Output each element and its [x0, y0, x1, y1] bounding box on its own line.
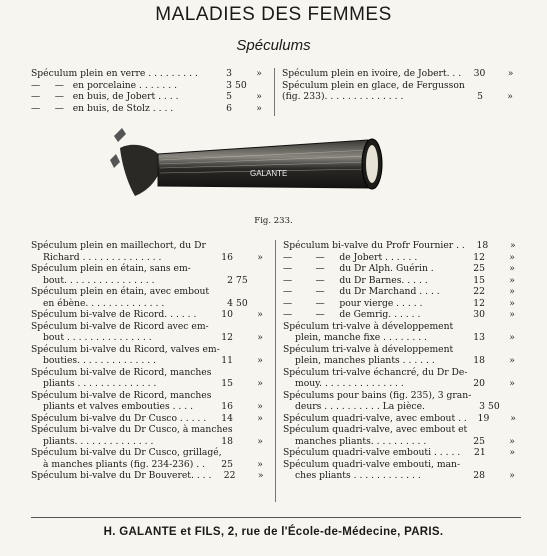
- price-suffix: »: [509, 378, 515, 389]
- price-francs: 13: [473, 332, 485, 343]
- price-suffix: »: [256, 102, 262, 114]
- item-label: plein, manches pliants . . . . . .: [295, 355, 435, 366]
- item-label: Spéculum bi-valve du Dr Bouveret. . . .: [31, 470, 212, 481]
- price-row: [31, 240, 268, 252]
- item-label: Spéculum quadri-valve, avec embout . .: [283, 412, 467, 424]
- price-suffix: »: [257, 401, 263, 412]
- price-row: [31, 424, 268, 436]
- price-francs: 28: [473, 470, 485, 481]
- price-francs: 14: [221, 412, 233, 424]
- footer-address: H. GALANTE et FILS, 2, rue de l'École-de-Médecine, PARIS.: [103, 526, 444, 538]
- price-row: [283, 252, 520, 264]
- price-row: [283, 447, 520, 459]
- price-row: [282, 68, 518, 80]
- price-row: [283, 275, 520, 287]
- price-francs: 18: [473, 355, 485, 366]
- price-francs: 3: [479, 401, 485, 412]
- price-row: [31, 91, 267, 103]
- price-centimes: 75: [236, 274, 248, 286]
- price-francs: 30: [473, 68, 486, 79]
- item-label: (fig. 233). . . . . . . . . . . . . .: [282, 91, 404, 102]
- price-row: [283, 390, 520, 402]
- price-suffix: »: [509, 274, 515, 286]
- price-row: [283, 470, 520, 482]
- item-label: Spéculum bi-valve du Dr Cusco, à manches: [31, 424, 233, 435]
- price-row: [31, 344, 268, 356]
- price-row: [31, 436, 268, 448]
- page-title: MALADIES DES FEMMES: [155, 4, 392, 25]
- item-label: Spéculum quadri-valve embouti . . . . .: [283, 447, 461, 458]
- item-label: pliants et valves embouties . . . .: [43, 401, 194, 412]
- item-label: deurs . . . . . . . . . . La pièce.: [295, 401, 425, 412]
- item-label: — — du Dr Barnes. . . . .: [283, 274, 428, 286]
- price-francs: 10: [221, 309, 233, 320]
- item-label: — — du Dr Alph. Guérin .: [283, 263, 434, 274]
- item-label: Spéculum quadri-valve, avec embout et: [283, 424, 468, 435]
- price-row: [283, 436, 520, 448]
- item-label: — — du Dr Marchand . . . .: [283, 286, 440, 297]
- price-francs: 5: [477, 91, 483, 102]
- left-price-list: [31, 240, 268, 482]
- item-label: Spéculum bi-valve du Ricord, valves em-: [31, 343, 220, 355]
- price-francs: 15: [221, 378, 233, 389]
- price-suffix: »: [257, 355, 263, 366]
- item-label: Spéculum plein en verre . . . . . . . . .: [31, 68, 198, 79]
- price-francs: 12: [221, 332, 233, 343]
- price-row: [31, 459, 268, 471]
- price-row: [31, 378, 268, 390]
- item-label: en ébène. . . . . . . . . . . . . .: [43, 297, 165, 309]
- item-label: — — en buis, de Jobert . . . .: [31, 91, 179, 102]
- price-suffix: »: [509, 332, 515, 343]
- price-row: [31, 263, 268, 275]
- price-francs: 25: [473, 435, 485, 447]
- price-francs: 16: [221, 401, 233, 412]
- price-suffix: »: [257, 332, 263, 343]
- price-centimes: 50: [236, 297, 248, 309]
- item-label: Spéculum bi-valve de Ricord. . . . . .: [31, 309, 197, 320]
- price-row: [31, 390, 268, 402]
- speculum-illustration: [100, 118, 400, 213]
- price-row: [283, 367, 520, 379]
- price-suffix: »: [509, 297, 515, 309]
- price-row: [283, 263, 520, 275]
- price-francs: 5: [226, 91, 232, 102]
- figure-caption: Fig. 233.: [254, 216, 293, 226]
- price-francs: 4: [227, 297, 233, 309]
- item-label: Richard . . . . . . . . . . . . . .: [43, 251, 162, 263]
- price-francs: 18: [221, 435, 233, 447]
- price-francs: 25: [473, 263, 485, 274]
- price-francs: 15: [473, 274, 485, 286]
- top-left-price-list: [31, 68, 267, 114]
- column-divider: [274, 68, 275, 116]
- item-label: ches pliants . . . . . . . . . . . .: [295, 470, 421, 481]
- price-suffix: »: [509, 355, 515, 366]
- price-row: [283, 424, 520, 436]
- price-row: [31, 252, 268, 264]
- price-row: [31, 321, 268, 333]
- item-label: mouy. . . . . . . . . . . . . . .: [295, 378, 404, 389]
- price-row: [283, 240, 520, 252]
- price-row: [283, 401, 520, 413]
- item-label: Spéculum tri-valve à développement: [283, 343, 454, 355]
- price-francs: 18: [476, 240, 489, 251]
- item-label: Spéculum plein en ivoire, de Jobert. . .: [282, 68, 462, 79]
- price-row: [283, 355, 520, 367]
- price-francs: 3: [226, 79, 232, 91]
- engraved-brand: GALANTE: [250, 169, 288, 178]
- price-francs: 2: [227, 274, 233, 286]
- item-label: — — de Jobert . . . . . .: [283, 251, 418, 263]
- item-label: Spéculum bi-valve du Dr Cusco . . . . .: [31, 412, 207, 424]
- price-row: [31, 275, 268, 287]
- footer-rule: [31, 517, 521, 518]
- right-price-list: [283, 240, 520, 482]
- price-row: [31, 80, 267, 92]
- price-suffix: »: [509, 263, 515, 274]
- item-label: — — en buis, de Stolz . . . .: [31, 102, 174, 114]
- price-suffix: »: [507, 91, 513, 102]
- item-label: Spéculum plein en maillechort, du Dr: [31, 240, 206, 251]
- price-row: [31, 367, 268, 379]
- item-label: Spéculum bi-valve de Ricord avec em-: [31, 320, 209, 332]
- price-francs: 22: [473, 286, 485, 297]
- item-label: Spéculum bi-valve de Ricord, manches: [31, 389, 212, 401]
- item-label: bout . . . . . . . . . . . . . . .: [43, 332, 152, 343]
- price-row: [31, 332, 268, 344]
- price-francs: 3: [226, 68, 232, 79]
- price-suffix: »: [509, 447, 515, 458]
- price-francs: 21: [473, 447, 486, 458]
- price-francs: 30: [473, 309, 485, 320]
- price-suffix: »: [510, 240, 516, 251]
- price-row: [31, 286, 268, 298]
- price-francs: 22: [223, 470, 236, 481]
- price-suffix: »: [509, 309, 515, 320]
- price-row: [282, 91, 518, 103]
- price-row: [31, 103, 267, 115]
- price-row: [283, 413, 520, 425]
- price-suffix: »: [509, 286, 515, 297]
- price-suffix: »: [257, 309, 263, 320]
- price-francs: 12: [473, 251, 485, 263]
- item-label: Spéculum plein en étain, avec embout: [31, 286, 210, 297]
- item-label: manches pliants. . . . . . . . . .: [295, 435, 427, 447]
- item-label: Spéculum tri-valve à développement: [283, 320, 454, 332]
- section-subtitle: Spéculums: [236, 37, 311, 54]
- price-francs: 16: [221, 251, 233, 263]
- price-row: [283, 321, 520, 333]
- item-label: — — en porcelaine . . . . . . .: [31, 79, 177, 91]
- price-row: [283, 309, 520, 321]
- price-suffix: »: [257, 251, 263, 263]
- price-suffix: »: [509, 470, 515, 481]
- price-francs: 25: [221, 458, 233, 470]
- price-centimes: 50: [488, 401, 500, 412]
- item-label: bouties. . . . . . . . . . . . . .: [43, 355, 156, 366]
- price-row: [283, 378, 520, 390]
- price-row: [31, 355, 268, 367]
- item-label: pliants . . . . . . . . . . . . . .: [43, 378, 157, 389]
- item-label: Spéculum plein en étain, sans em-: [31, 263, 191, 274]
- item-label: Spéculum bi-valve de Ricord, manches: [31, 366, 212, 378]
- item-label: pliants. . . . . . . . . . . . . .: [43, 435, 154, 447]
- price-row: [31, 470, 268, 482]
- top-right-price-list: [282, 68, 518, 103]
- price-francs: 12: [473, 297, 485, 309]
- price-row: [31, 309, 268, 321]
- price-francs: 11: [221, 355, 233, 366]
- price-suffix: »: [256, 91, 262, 102]
- price-centimes: 50: [235, 79, 247, 91]
- item-label: Spéculum tri-valve échancré, du Dr De-: [283, 366, 468, 378]
- price-suffix: »: [510, 412, 516, 424]
- price-row: [282, 80, 518, 92]
- item-label: bout. . . . . . . . . . . . . . . .: [43, 274, 155, 286]
- price-francs: 20: [473, 378, 485, 389]
- price-suffix: »: [257, 435, 263, 447]
- column-divider-main: [275, 240, 276, 502]
- price-suffix: »: [257, 470, 264, 481]
- price-suffix: »: [509, 251, 515, 263]
- price-row: [31, 298, 268, 310]
- item-label: — — de Gemrig. . . . . .: [283, 309, 421, 320]
- price-row: [31, 413, 268, 425]
- item-label: plein, manche fixe . . . . . . . .: [295, 332, 427, 343]
- price-row: [283, 332, 520, 344]
- price-suffix: »: [257, 412, 263, 424]
- price-row: [31, 447, 268, 459]
- item-label: Spéculum quadri-valve embouti, man-: [283, 458, 461, 470]
- item-label: Spéculum plein en glace, de Fergusson: [282, 79, 465, 91]
- price-suffix: »: [257, 378, 263, 389]
- price-row: [31, 401, 268, 413]
- price-row: [31, 68, 267, 80]
- item-label: à manches pliants (fig. 234-236) . .: [43, 458, 205, 470]
- price-suffix: »: [256, 68, 262, 79]
- price-row: [283, 344, 520, 356]
- item-label: — — pour vierge . . . . .: [283, 297, 423, 309]
- price-row: [283, 459, 520, 471]
- item-label: Spéculum bi-valve du Profr Fournier . .: [283, 240, 465, 251]
- price-row: [283, 298, 520, 310]
- price-francs: 19: [477, 412, 490, 424]
- price-suffix: »: [509, 435, 515, 447]
- item-label: Spéculum bi-valve du Dr Cusco, grillagé,: [31, 447, 222, 458]
- price-francs: 6: [226, 102, 232, 114]
- price-suffix: »: [257, 458, 263, 470]
- price-row: [283, 286, 520, 298]
- item-label: Spéculums pour bains (fig. 235), 3 gran-: [283, 389, 472, 401]
- price-suffix: »: [507, 68, 514, 79]
